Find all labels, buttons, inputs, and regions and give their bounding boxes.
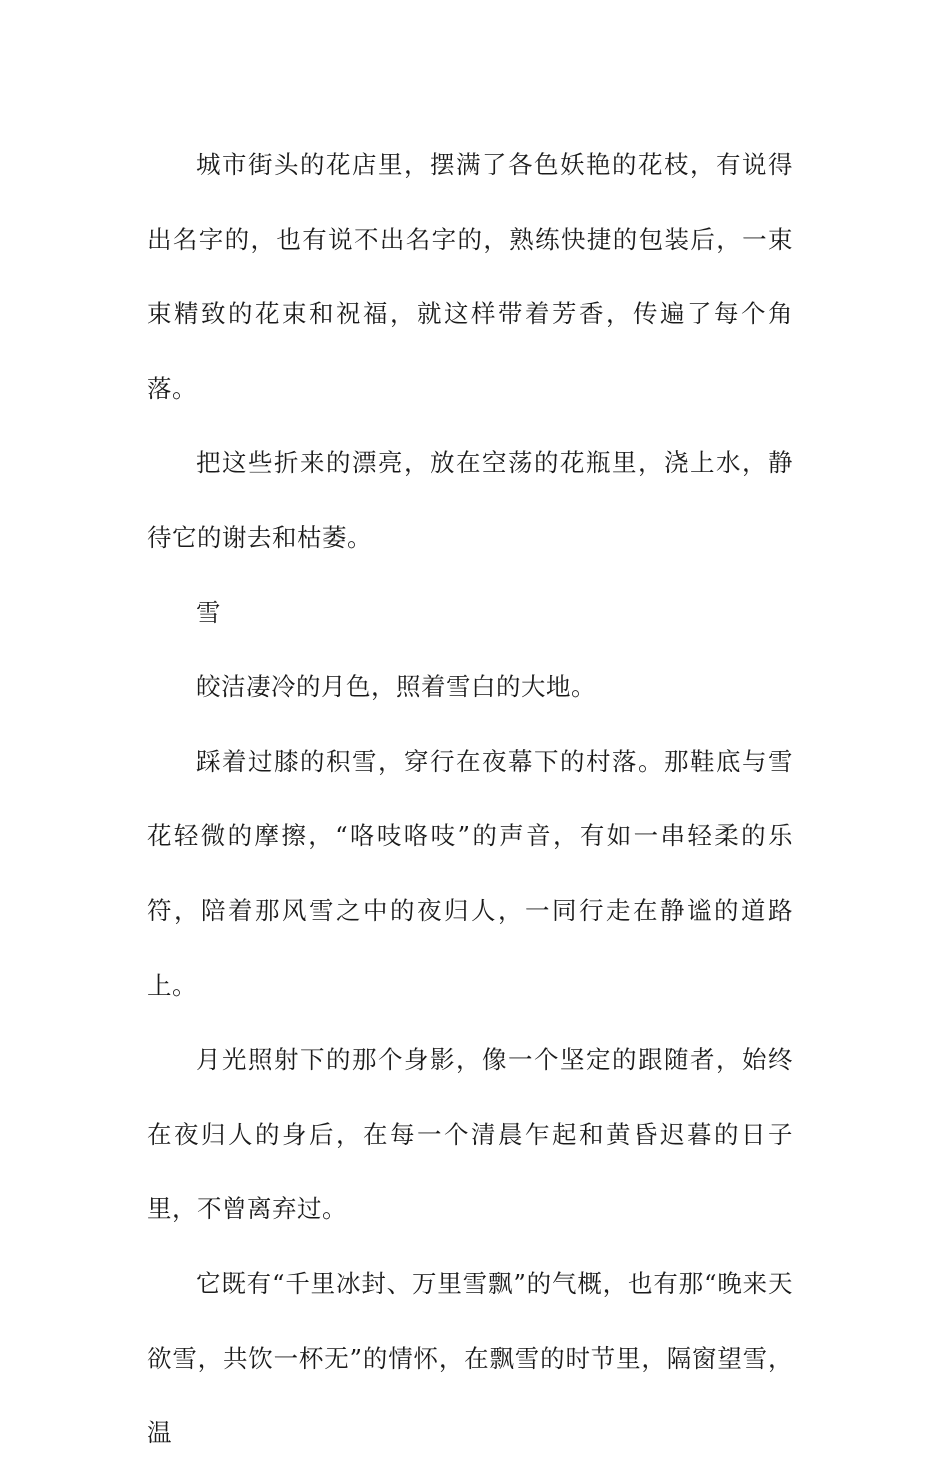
paragraph-moonlight: 皎洁凄冷的月色，照着雪白的大地。 [196, 672, 596, 702]
paragraph-shadow: 月光照射下的那个身影，像一个坚定的跟随者，始终在夜归人的身后，在每一个清晨乍起和黄昏迟暮的日子里，不曾离弃过。 [147, 1045, 793, 1224]
paragraph-vase: 把这些折来的漂亮，放在空荡的花瓶里，浇上水，静待它的谢去和枯萎。 [147, 448, 793, 552]
paragraph-flower-shop: 城市街头的花店里，摆满了各色妖艳的花枝，有说得出名字的，也有说不出名字的，熟练快捷的包装后，一束束精致的花束和祝福，就这样带着芳香，传遍了每个角落。 [147, 150, 793, 403]
document-body [147, 128, 793, 1471]
section-heading-snow: 雪 [196, 597, 221, 627]
paragraph-snow-walk: 踩着过膝的积雪，穿行在夜幕下的村落。那鞋底与雪花轻微的摩擦，“咯吱咯吱”的声音，有如一串轻柔的乐符，陪着那风雪之中的夜归人，一同行走在静谧的道路上。 [147, 746, 793, 1000]
paragraph-snow-poetry: 它既有“千里冰封、万里雪飘”的气概，也有那“晚来天欲雪，共饮一杯无”的情怀，在飘雪的时节里，隔窗望雪，温 [147, 1268, 793, 1448]
